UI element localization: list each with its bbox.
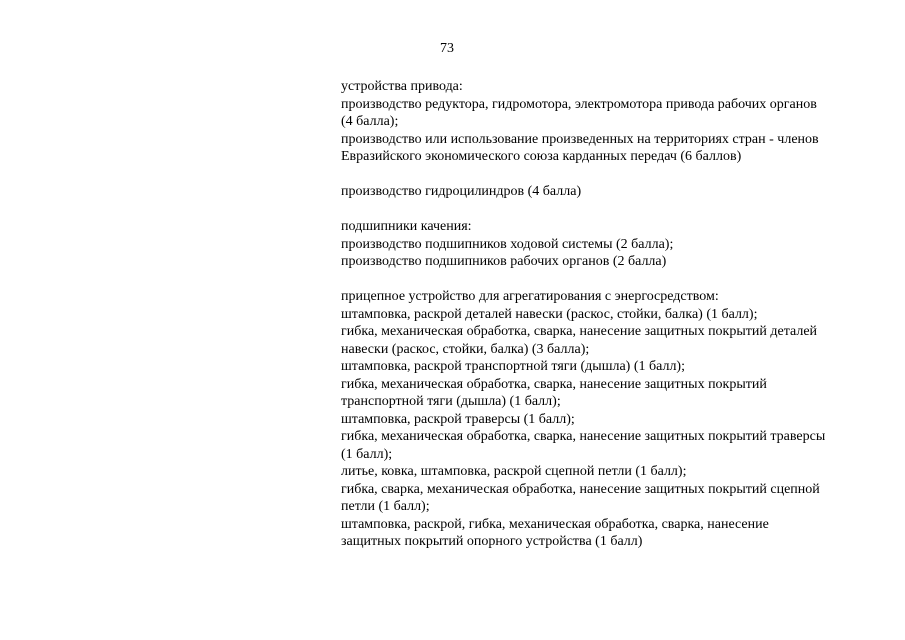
section-rolling-bearings [341,218,881,271]
text-line: Евразийского экономического союза карданных передач (6 баллов) [341,149,742,164]
text-line: гибка, механическая обработка, сварка, нанесение защитных покрытий деталей [341,324,818,339]
text-line: производство гидроцилиндров (4 балла) [341,184,582,199]
text-line: навески (раскос, стойки, балка) (3 балла); [341,341,590,357]
text-line: производство редуктора, гидромотора, электромотора привода рабочих органов [341,96,817,112]
text-line: петли (1 балл); [341,499,430,514]
text-line: штамповка, раскрой транспортной тяги (дышла) (1 балл); [341,359,685,374]
text-line: гибка, механическая обработка, сварка, нанесение защитных покрытий [341,376,767,392]
text-line: гибка, механическая обработка, сварка, нанесение защитных покрытий траверсы [341,429,826,444]
text-line: транспортной тяги (дышла) (1 балл); [341,394,561,409]
text-line: (1 балл); [341,446,393,462]
section-heading: прицепное устройство для агрегатирования с энергосредством: [341,289,719,304]
text-line: производство или использование произведенных на территориях стран - членов [341,131,819,147]
page-number: 73 [440,41,454,56]
text-line: штамповка, раскрой, гибка, механическая обработка, сварка, нанесение [341,516,769,532]
paragraph-gap [341,166,881,184]
text-line: производство подшипников ходовой системы (2 балла); [341,236,674,252]
section-heading: устройства привода: [341,79,463,94]
text-line: (4 балла); [341,114,399,129]
section-hitch-device [341,288,881,551]
document-body [341,78,881,551]
section-drive-devices [341,78,881,166]
section-hydraulic-cylinders [341,183,881,201]
text-line: производство подшипников рабочих органов (2 балла) [341,254,667,269]
text-line: защитных покрытий опорного устройства (1 балл) [341,534,643,549]
paragraph-gap [341,201,881,219]
text-line: литье, ковка, штамповка, раскрой сцепной петли (1 балл); [341,464,687,479]
text-line: гибка, сварка, механическая обработка, нанесение защитных покрытий сцепной [341,481,820,497]
text-line: штамповка, раскрой деталей навески (раскос, стойки, балка) (1 балл); [341,306,758,322]
text-line: штамповка, раскрой траверсы (1 балл); [341,411,575,427]
paragraph-gap [341,271,881,289]
section-heading: подшипники качения: [341,219,472,234]
